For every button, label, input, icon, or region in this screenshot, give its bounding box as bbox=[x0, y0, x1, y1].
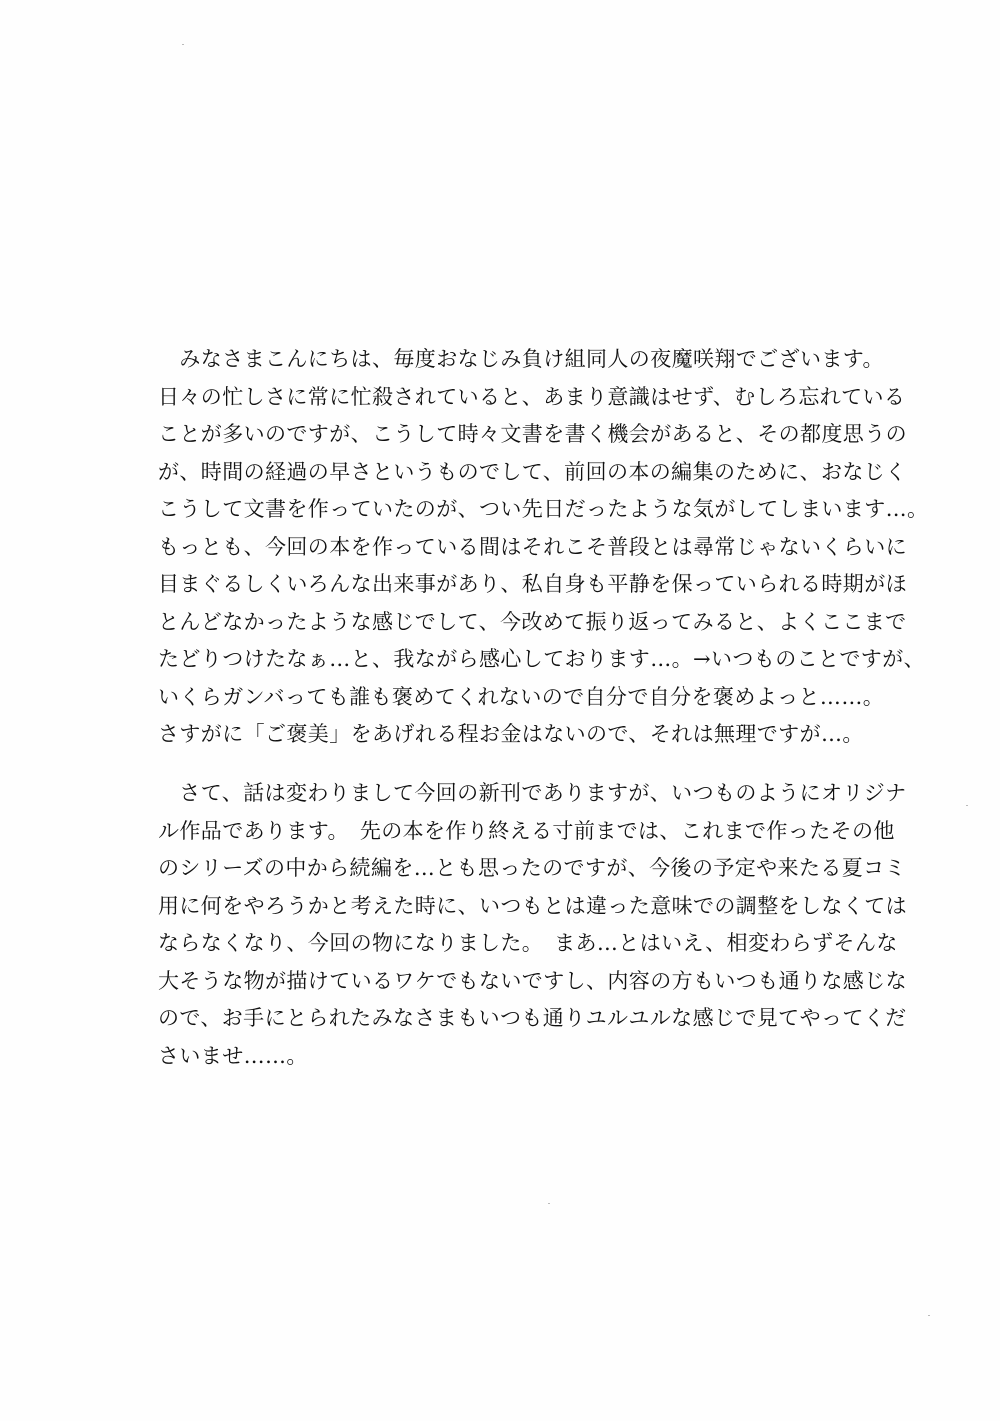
scan-speck bbox=[548, 1203, 550, 1204]
text-line: ことが多いのですが、こうして時々文書を書く機会があると、その都度思うの bbox=[158, 422, 907, 446]
text-line: が、時間の経過の早さというものでして、前回の本の編集のために、おなじく bbox=[158, 459, 907, 484]
text-line: 用に何をやろうかと考えた時に、いつもとは違った意味での調整をしなくては bbox=[158, 893, 907, 918]
text-line: こうして文書を作っていたのが、つい先日だったような気がしてしまいます…。 bbox=[158, 497, 929, 521]
paragraph-2 bbox=[158, 775, 907, 1075]
text-line: とんどなかったような感じでして、今改めて振り返ってみると、よくここまで bbox=[158, 609, 907, 634]
text-line: ル作品であります。 先の本を作り終える寸前までは、これまで作ったその他 bbox=[158, 818, 895, 843]
scan-speck bbox=[928, 1315, 930, 1316]
text-line: さすがに「ご褒美」をあげれる程お金はないので、それは無理ですが…。 bbox=[158, 722, 864, 746]
text-line: もっとも、今回の本を作っている間はそれこそ普段とは尋常じゃないくらいに bbox=[158, 534, 907, 559]
text-line: みなさまこんにちは、毎度おなじみ負け組同人の夜魔咲翔でございます。 bbox=[158, 347, 884, 371]
text-line: 日々の忙しさに常に忙殺されていると、あまり意識はせず、むしろ忘れている bbox=[158, 384, 906, 409]
text-line: 大そうな物が描けているワケでもないですし、内容の方もいつも通りな感じな bbox=[158, 968, 907, 993]
text-line: ので、お手にとられたみなさまもいつも通りユルユルな感じで見てやってくだ bbox=[158, 1006, 907, 1030]
text-line: いくらガンバっても誰も褒めてくれないので自分で自分を褒めよっと……。 bbox=[158, 684, 885, 709]
text-line: 目まぐるしくいろんな出来事があり、私自身も平静を保っていられる時期がほ bbox=[158, 572, 907, 596]
paragraph-1 bbox=[158, 341, 929, 754]
text-line: さて、話は変わりまして今回の新刊でありますが、いつものようにオリジナ bbox=[158, 781, 907, 805]
text-line: ならなくなり、今回の物になりました。 まあ…とはいえ、相変わらずそんな bbox=[158, 931, 898, 955]
scan-speck bbox=[966, 805, 968, 806]
text-line: さいませ……。 bbox=[158, 1043, 308, 1068]
text-line: のシリーズの中から続編を…とも思ったのですが、今後の予定や来たる夏コミ bbox=[158, 856, 906, 880]
text-line: たどりつけたなぁ…と、我ながら感心しております…。→いつものことですが、 bbox=[158, 647, 925, 671]
scan-speck bbox=[182, 44, 184, 45]
